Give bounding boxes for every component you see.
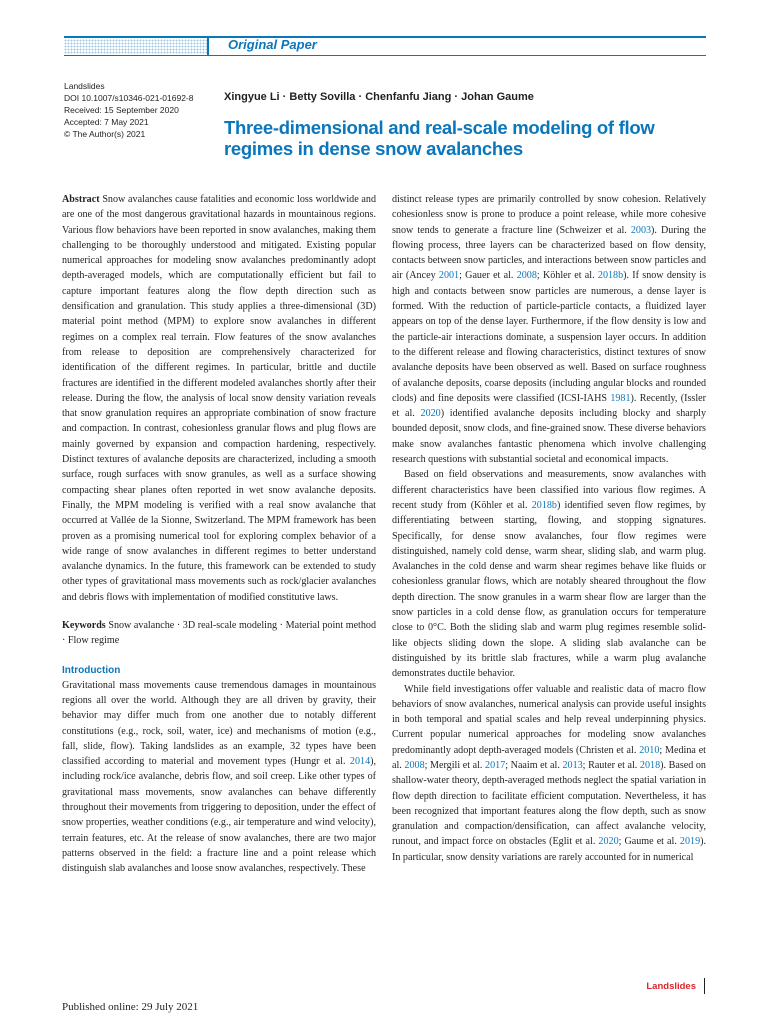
- meta-accepted: Accepted: 7 May 2021: [64, 117, 149, 127]
- citation-link[interactable]: 2018: [639, 759, 661, 771]
- abstract-text: Snow avalanches cause fatalities and economic loss worldwide and are one of the most dangerous gravitational hazards in mountainous regions. Various flow behaviors have been reported in snow avalanches, making them challenging to be thoroughly understood and mitigated. Existing popular numerical approaches for modeling snow avalanches predominantly adopt depth-averaged models, which are computationally efficient but fail to capture important features along the flow depth direction such as densification and granulation. This study applies a three-dimensional (3D) material point method (MPM) to explore snow avalanches in different regimes on a complex real terrain. Flow features of the snow avalanches from release to deposition are comprehensively characterized for identification of the different regimes. In particular, brittle and ductile fractures are identified in the different modeled avalanches shortly after their release. During the flow, the analysis of local snow density variation reveals that snow granulation requires an appropriate combination of snow fracture and compaction. In contrast, cohesionless granular flows and plug flows are mainly governed by expansion and compaction hardening, respectively. Distinct textures of avalanche deposits are characterized, including a smooth surface, rough surfaces with snow granules, as well as a surface showing compacting shear planes often reported in wet snow avalanche deposits. Finally, the MPM modeling is verified with a real snow avalanche that occurred at Vallée de la Sionne, Switzerland. The MPM framework has been proven as a promising numerical tool for exploring complex behavior of a wide range of snow avalanches in different regimes to better understand avalanche dynamics. In the future, this framework can be extended to study other types of gravitational mass movements such as rock/glacier avalanches and debris flows with implementation of modified constitutive laws.: [62, 194, 376, 603]
- published-date: Published online: 29 July 2021: [62, 1001, 199, 1013]
- author-list: Xingyue Li · Betty Sovilla · Chenfanfu Jiang · Johan Gaume: [224, 91, 534, 103]
- keywords: [62, 618, 376, 649]
- banner-bottom-rule: [64, 55, 706, 56]
- keywords-label: Keywords: [62, 620, 106, 632]
- body-paragraph-2: [392, 467, 706, 681]
- citation-link[interactable]: 2008: [516, 270, 537, 282]
- body-text: ). Based on shallow-water theory, depth-averaged methods neglect the spatial variation in flow depth direction to facilitate efficient computation. Nevertheless, it has been recognized that important features along the flow depth, such as snow granulation and compaction/densification, can affect avalanche velocity, runout, and impact force on obstacles (Eglit et al.: [392, 759, 706, 848]
- citation-link[interactable]: 2017: [485, 759, 506, 771]
- body-paragraph-1: [392, 192, 706, 467]
- body-text: ; Naaim et al.: [505, 759, 563, 771]
- keywords-text: Snow avalanche · 3D real-scale modeling · Material point method · Flow regime: [62, 620, 376, 647]
- intro-text: ), including rock/ice avalanche, debris flow, and soil creep. Like other types of gravitational mass movements, snow avalanches can behave differently throughout their movements from triggering to deposition, under the effect of snow properties, weather conditions (e.g., air temperature and wind velocity), terrain features, etc. At the release of snow avalanches, there are two major patterns observed in the field: a fracture line and a point release which distinguish slab avalanches and loose snow avalanches, respectively. These: [62, 756, 376, 875]
- body-text: ). In particular, snow density variations are rarely accounted for in numerical: [392, 836, 706, 863]
- meta-journal: Landslides: [64, 81, 105, 91]
- intro-paragraph-1: [62, 678, 376, 877]
- abstract-label: Abstract: [62, 194, 100, 205]
- body-text: ; Rauter et al.: [582, 759, 640, 771]
- banner-top-rule: [64, 36, 706, 38]
- citation-link[interactable]: 2018b: [597, 270, 624, 282]
- meta-received: Received: 15 September 2020: [64, 105, 179, 115]
- body-text: Based on field observations and measurements, snow avalanches with different characteristics have been classified into various flow regimes. A recent study from (Köhler et al.: [392, 469, 706, 511]
- body-text: ) identified avalanche deposits including blocky and sharply bounded deposit, snow clods, and fine-grained snow. These diverse behaviors make snow avalanches fantastic phenomena which involve challenging research questions with substantial societal and economical impacts.: [392, 408, 707, 466]
- article-metadata: [64, 80, 224, 140]
- banner-dot-pattern: [64, 39, 207, 54]
- citation-link[interactable]: 2013: [562, 759, 583, 771]
- citation-link[interactable]: 2003: [630, 224, 652, 236]
- citation-link[interactable]: 2001: [438, 270, 460, 282]
- body-text: ; Medina et al.: [392, 744, 706, 771]
- abstract: [62, 192, 376, 605]
- body-text: ). Recently, (Issler et al.: [392, 392, 706, 420]
- citation-link[interactable]: 2008: [404, 759, 425, 771]
- intro-text: Gravitational mass movements cause tremendous damages in mountainous regions all over the world. Although they are all driven by gravity, their behavior may differ much from one another due to notably different constitutions (e.g., rock, soil, water, ice) and mechanisms of motion (e.g., fall, slide, flow). Taking landslides as an example, 32 types have been classified according to material and movement types (Hungr et al.: [62, 679, 376, 768]
- body-text: ; Köhler et al.: [536, 270, 598, 282]
- banner-separator: [207, 38, 209, 55]
- introduction-heading: Introduction: [62, 664, 121, 676]
- body-paragraph-3: [392, 682, 706, 866]
- citation-link[interactable]: 2014: [349, 756, 371, 768]
- section-banner: [64, 36, 706, 56]
- citation-link[interactable]: 2019: [679, 836, 701, 848]
- body-text: distinct release types are primarily controlled by snow cohesion. Relatively cohesionless snow is prone to produce a point release, while more cohesive snow tends to generate a fracture line (Schweizer et al.: [392, 194, 706, 236]
- right-column: [392, 192, 706, 865]
- citation-link[interactable]: 2020: [420, 408, 441, 420]
- body-text: ; Gaume et al.: [618, 836, 680, 848]
- meta-doi[interactable]: DOI 10.1007/s10346-021-01692-8: [64, 93, 194, 103]
- citation-link[interactable]: 1981: [610, 392, 631, 404]
- meta-copyright: © The Author(s) 2021: [64, 129, 146, 139]
- citation-link[interactable]: 2010: [639, 744, 660, 756]
- body-text: ). If snow density is high and contacts between snow particles are numerous, a dense layer is formed. With the reduction of particle-particle contacts, a fluidized layer appears on top of the dense layer. Furthermore, if the flow density is low and the particle-air interactions dominate, a suspension layer occurs. In addition to the different release and flowing characteristics, distinct textures of snow avalanche deposits have been observed as well. Based on surface roughness of avalanche deposits, coarse deposits (including angular blocks and rounded clods) and fine deposits were classified (ICSI-IAHS: [392, 270, 706, 404]
- body-text: ; Gauer et al.: [459, 270, 517, 282]
- citation-link[interactable]: 2018b: [531, 499, 557, 511]
- section-label: Original Paper: [228, 37, 317, 52]
- footer-rule: [704, 978, 705, 994]
- article-title: Three-dimensional and real-scale modeling of flow regimes in dense snow avalanches: [224, 117, 655, 159]
- body-text: ; Mergili et al.: [424, 759, 486, 771]
- citation-link[interactable]: 2020: [598, 836, 619, 848]
- body-text: ). During the flowing process, three layers can be characterized based on flow density, contacts between snow particles, and interactions between snow particles and air (Ancey: [392, 224, 707, 282]
- body-text: While field investigations offer valuable and realistic data of macro flow behaviors of snow avalanches, numerical analysis can provide useful insights in both temporal and spatial scales and help reveal underpinning physics. Current popular numerical approaches for modeling snow avalanches predominantly adopt depth-averaged models (Christen et al.: [392, 683, 706, 756]
- left-column: [62, 192, 376, 876]
- body-text: ) identified seven flow regimes, by differentiating between starting, flowing, and stopping signatures. Specifically, for dense snow avalanches, four flow regimes were distinguished, namely cold dense, warm shear, sliding slab, and warm plug. Avalanches in the cold dense and warm shear regimes behave like fluids or cohesionless granular flows, which are notably sheared throughout the flow depth direction. The snow granules in a warm shear flow are larger than the snow particles in a cold dense flow, as granulation occurs for temperature close to 0°C. Both the sliding slab and warm plug regimes resemble solid-like objects sliding down the slope. A sliding slab avalanche can be distinguished by its brittle slab fractures, while a warm plug avalanche demonstrates ductile behavior.: [392, 499, 706, 680]
- footer-journal-name: Landslides: [646, 981, 696, 992]
